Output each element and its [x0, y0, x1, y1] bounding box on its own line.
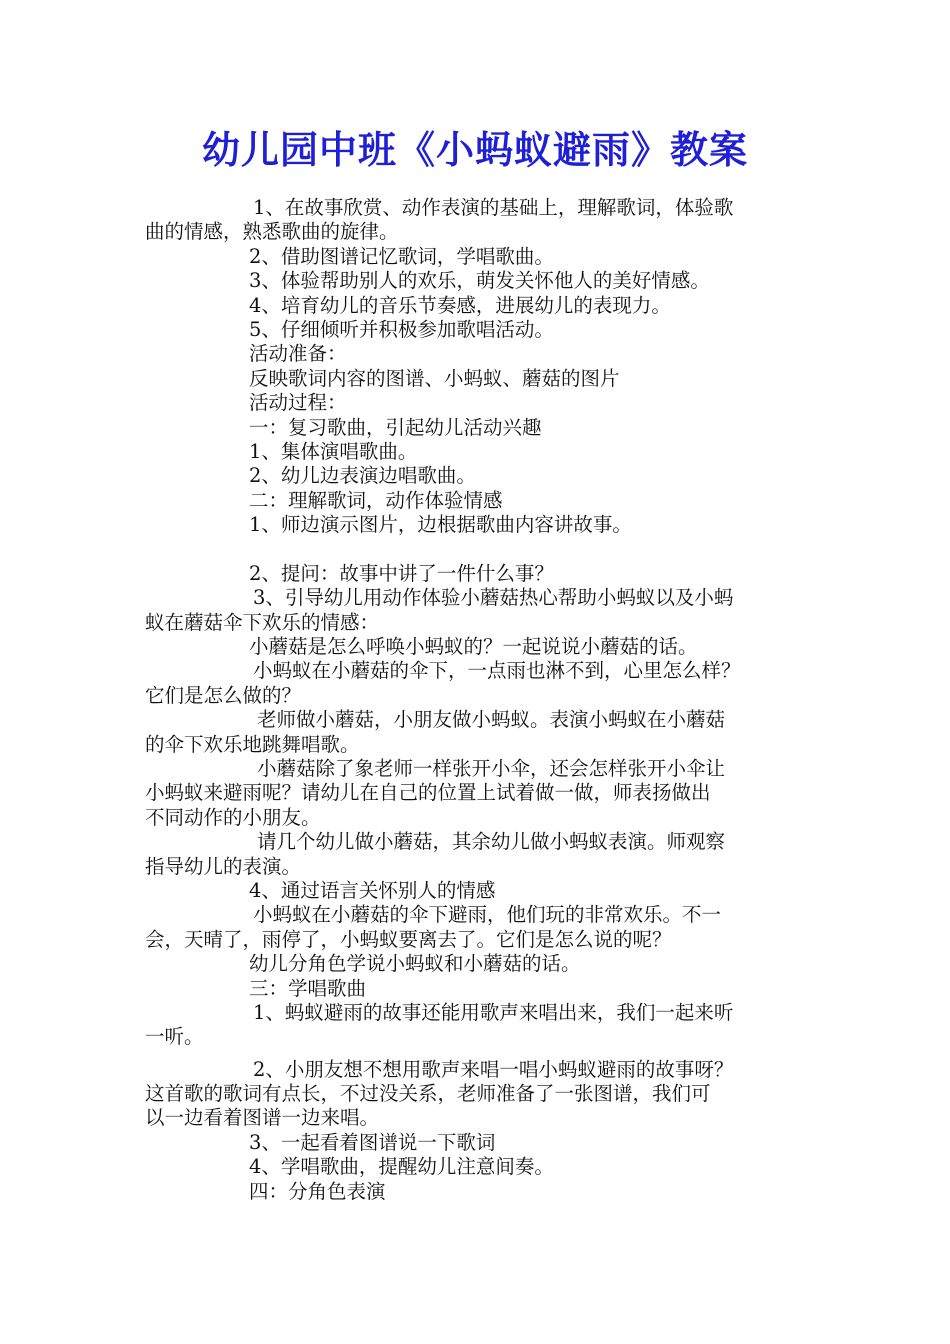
text-line: 2、幼儿边表演边唱歌曲。: [249, 464, 476, 488]
text-line: 1、师边演示图片，边根据歌曲内容讲故事。: [249, 513, 632, 537]
text-line: 会，天晴了，雨停了，小蚂蚁要离去了。它们是怎么说的呢？: [145, 927, 672, 951]
text-line: 幼儿分角色学说小蚂蚁和小蘑菇的话。: [249, 952, 581, 976]
text-line: 它们是怎么做的？: [145, 683, 302, 707]
text-line: 二：理解歌词，动作体验情感: [249, 488, 503, 512]
section-heading: 四：分角色表演: [249, 1179, 386, 1203]
document-body: [145, 196, 815, 1204]
section-heading: 活动准备：: [249, 342, 347, 366]
text-line: 以一边看着图谱一边来唱。: [145, 1106, 380, 1130]
text-line: 一：复习歌曲，引起幼儿活动兴趣: [249, 415, 542, 439]
section-heading: 三：学唱歌曲: [249, 976, 367, 1000]
text-line: 蚁在蘑菇伞下欢乐的情感：: [145, 610, 380, 634]
text-line: 2、提问：故事中讲了一件什么事？: [249, 561, 554, 585]
text-line: 4、学唱歌曲，提醒幼儿注意间奏。: [249, 1155, 554, 1179]
text-line: 小蚂蚁在小蘑菇的伞下，一点雨也淋不到，心里怎么样？: [253, 659, 741, 683]
text-line: 3、一起看着图谱说一下歌词: [249, 1130, 496, 1154]
text-line: 4、通过语言关怀别人的情感: [249, 878, 496, 902]
text-line: 这首歌的歌词有点长，不过没关系，老师准备了一张图谱，我们可: [145, 1082, 711, 1106]
text-line: 1、集体演唱歌曲。: [249, 439, 418, 463]
text-line: 2、小朋友想不想用歌声来唱一唱小蚂蚁避雨的故事呀？: [253, 1057, 734, 1081]
text-line: 1、在故事欣赏、动作表演的基础上，理解歌词，体验歌: [253, 196, 734, 219]
text-line: 老师做小蘑菇，小朋友做小蚂蚁。表演小蚂蚁在小蘑菇: [257, 708, 726, 732]
text-line: 请几个幼儿做小蘑菇，其余幼儿做小蚂蚁表演。师观察: [257, 830, 726, 854]
text-line: 小蘑菇是怎么呼唤小蚂蚁的？一起说说小蘑菇的话。: [249, 635, 698, 659]
text-line: 2、借助图谱记忆歌词，学唱歌曲。: [249, 244, 554, 268]
text-line: 小蚂蚁来避雨呢？请幼儿在自己的位置上试着做一做，师表扬做出: [145, 781, 711, 805]
document-title: 幼儿园中班《小蚂蚁避雨》教案: [201, 127, 748, 172]
text-line: 的伞下欢乐地跳舞唱歌。: [145, 732, 360, 756]
text-line: 小蘑菇除了象老师一样张开小伞，还会怎样张开小伞让: [257, 756, 726, 780]
text-line: 曲的情感，熟悉歌曲的旋律。: [145, 220, 399, 244]
text-line: 3、引导幼儿用动作体验小蘑菇热心帮助小蚂蚁以及小蚂: [253, 586, 734, 610]
text-line: 指导幼儿的表演。: [145, 854, 302, 878]
text-line: 小蚂蚁在小蘑菇的伞下避雨，他们玩的非常欢乐。不一: [253, 903, 722, 927]
blank-line: [145, 537, 815, 561]
spacer: [145, 1050, 815, 1058]
text-line: 5、仔细倾听并积极参加歌唱活动。: [249, 317, 554, 341]
section-heading: 活动过程：: [249, 391, 347, 415]
text-line: 3、体验帮助别人的欢乐，萌发关怀他人的美好情感。: [249, 269, 710, 293]
text-line: 不同动作的小朋友。: [145, 805, 321, 829]
text-line: 一听。: [145, 1025, 204, 1049]
text-line: 反映歌词内容的图谱、小蚂蚁、蘑菇的图片: [249, 366, 620, 390]
text-line: 4、培育幼儿的音乐节奏感，进展幼儿的表现力。: [249, 293, 671, 317]
text-line: 1、蚂蚁避雨的故事还能用歌声来唱出来，我们一起来听: [253, 1000, 734, 1024]
